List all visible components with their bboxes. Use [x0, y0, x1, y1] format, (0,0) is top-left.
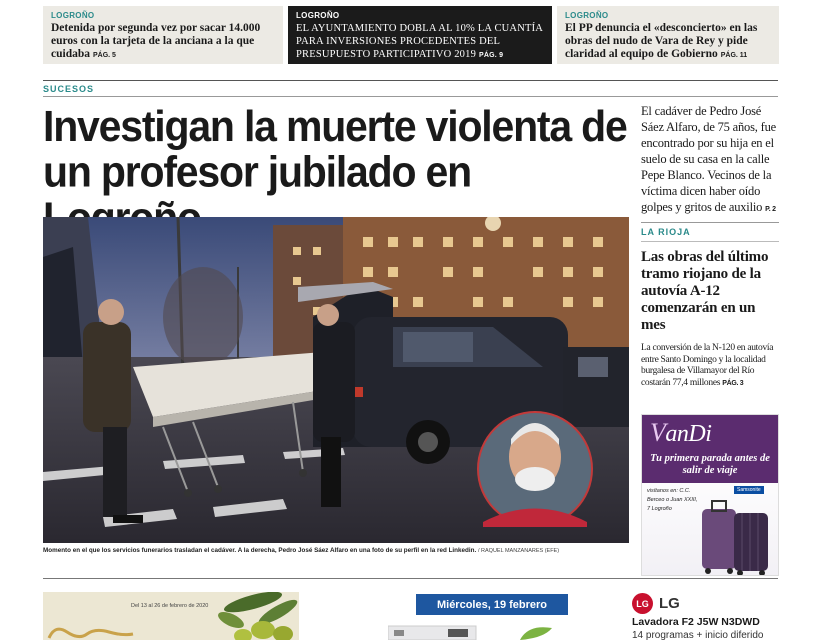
- lg-brand: LG: [659, 595, 680, 612]
- divider: [43, 80, 778, 81]
- rioja-page: PÁG. 3: [722, 379, 744, 387]
- lede-page: P. 2: [765, 206, 776, 213]
- olive-advert[interactable]: [43, 592, 299, 640]
- photo-illustration: [43, 217, 629, 543]
- main-photo[interactable]: [43, 217, 629, 543]
- vandi-slogan: Tu primera parada antes de salir de viaje: [642, 451, 778, 483]
- rioja-body: [641, 343, 781, 389]
- section-label-sucesos: SUCESOS: [43, 84, 95, 94]
- lg-initial: LG: [636, 598, 649, 609]
- leaf-icon: [518, 624, 554, 640]
- divider: [43, 96, 778, 97]
- product-title[interactable]: Lavadora F2 J5W N3DWD: [632, 616, 760, 628]
- vandi-initial: V: [650, 418, 666, 447]
- teaser-page: PÁG. 9: [479, 52, 504, 59]
- vandi-address: visítanos en: C.C. Berceo o Juan XXIII, 7 Logroño: [647, 488, 698, 512]
- lede-text: [641, 103, 781, 218]
- advert-script-logo: [43, 622, 163, 640]
- vandi-brand: anDi: [665, 421, 712, 447]
- teaser-section: LOGROÑO: [565, 11, 609, 20]
- vandi-advert[interactable]: [641, 414, 779, 576]
- teaser-text: El PP denuncia el «desconcierto» en las obras del nudo de Vara de Rey y pide claridad al equipo de Gobierno: [565, 22, 758, 60]
- olive-branch-icon: [183, 592, 299, 640]
- suitcase-icon: [698, 499, 778, 576]
- photo-caption: [43, 547, 629, 554]
- teaser-section: LOGROÑO: [51, 11, 95, 20]
- product-subtitle: 14 programas + inicio diferido: [632, 630, 764, 640]
- divider: [43, 578, 778, 579]
- vandi-logo: [642, 415, 778, 451]
- samsonite-logo: Samsonite: [734, 486, 764, 494]
- teaser-page: PÁG. 5: [93, 52, 116, 59]
- teaser-text: EL AYUNTAMIENTO DOBLA AL 10% LA CUANTÍA PARA INVERSIONES PROCEDENTES DEL PRESUPUESTO PARTICIPATIVO 2019: [296, 23, 543, 60]
- teaser-pp[interactable]: [557, 6, 779, 64]
- photo-credit: / RAQUEL MANZANARES (EFE): [477, 548, 560, 554]
- lg-logo-icon: [632, 593, 653, 614]
- caption-text: Momento en el que los servicios funerarios trasladan el cadáver. A la derecha, Pedro José Sáez Alfaro en una foto de su perfil en la red Linkedin.: [43, 547, 477, 554]
- advert-dates: Del 13 al 26 de febrero de 2020: [131, 603, 209, 609]
- date-banner: Miércoles, 19 febrero: [416, 594, 568, 615]
- teaser-ayuntamiento[interactable]: [288, 6, 552, 64]
- rioja-body-text: La conversión de la N-120 en autovía entre Santo Domingo y la localidad burgalesa de Villamayor del Río costarán 77,4 millones: [641, 343, 774, 388]
- section-label-larioja: LA RIOJA: [641, 227, 691, 237]
- product-thumbnail-icon: [388, 622, 478, 640]
- teaser-detenida[interactable]: [43, 6, 283, 64]
- teaser-text: Detenida por segunda vez por sacar 14.000 euros con la tarjeta de la anciana a la que cuidaba: [51, 22, 261, 60]
- rioja-headline[interactable]: Las obras del último tramo riojano de la autovía A-12 comenzarán en un mes: [641, 249, 769, 333]
- main-headline[interactable]: Investigan la muerte violenta de un profesor jubilado en: [43, 101, 627, 197]
- teaser-section: LOGROÑO: [296, 11, 340, 20]
- lede-body: El cadáver de Pedro José Sáez Alfaro, de 75 años, fue encontrado por su hija en el suelo de su casa en la calle Pepe Blanco. Vecinos de la víctima dicen haber oído golpes y gritos de auxilio: [641, 104, 776, 214]
- divider: [641, 222, 779, 223]
- teaser-page: PÁG. 11: [720, 52, 748, 59]
- divider: [641, 241, 779, 242]
